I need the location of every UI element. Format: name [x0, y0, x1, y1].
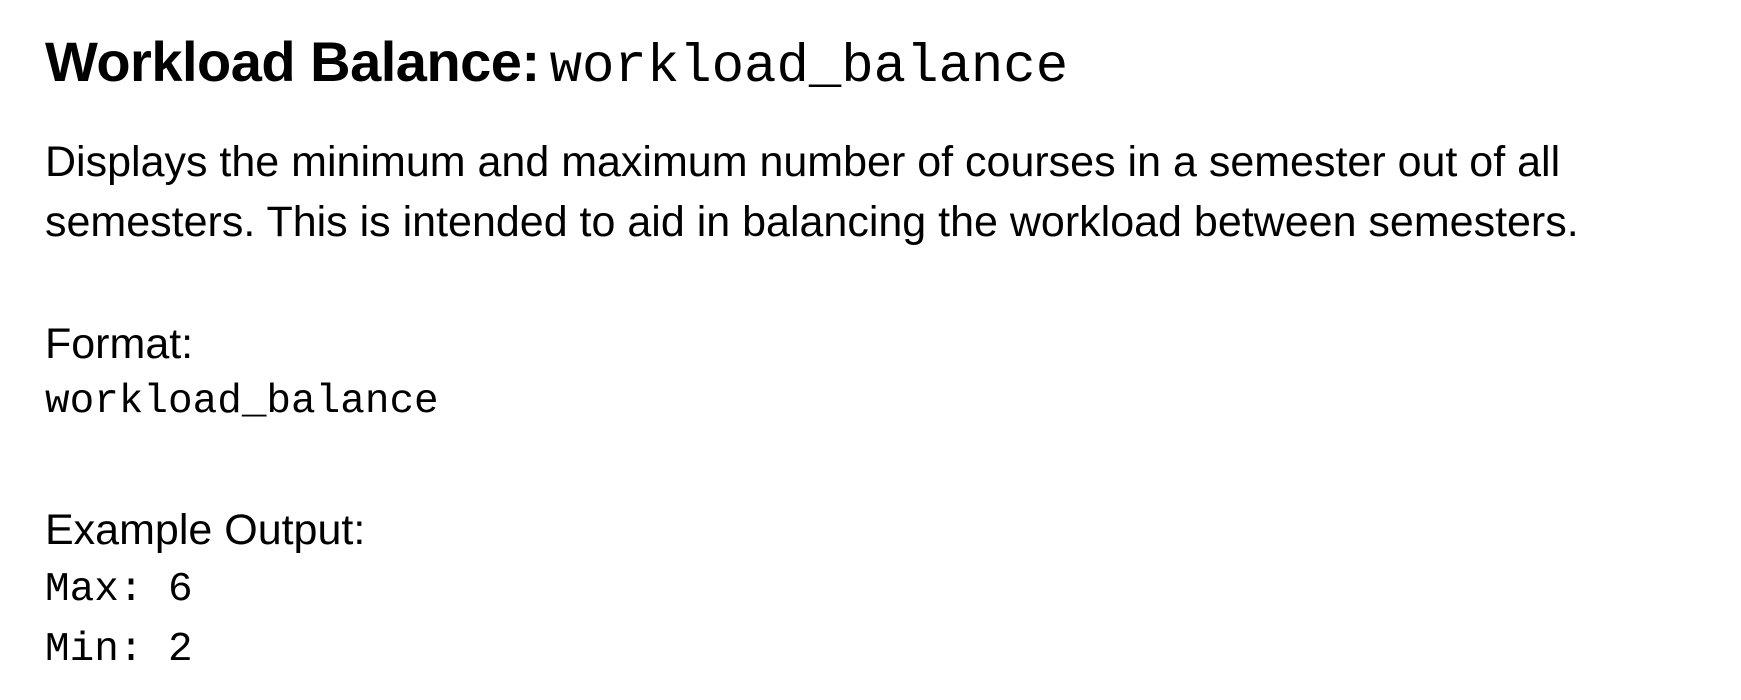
title-command: workload_balance	[549, 37, 1069, 98]
format-label: Format:	[45, 320, 194, 368]
example-output-line: Max: 6	[45, 567, 193, 613]
title-label: Workload Balance:	[45, 30, 540, 93]
example-output-label: Example Output:	[45, 506, 366, 554]
description-paragraph: Displays the minimum and maximum number of courses in a semester out of all semesters. This is intended to aid in balancing the workload between semesters.	[45, 138, 1579, 246]
format-code: workload_balance	[45, 379, 439, 425]
page-title	[45, 26, 1068, 104]
example-output-line: Min: 2	[45, 627, 193, 673]
